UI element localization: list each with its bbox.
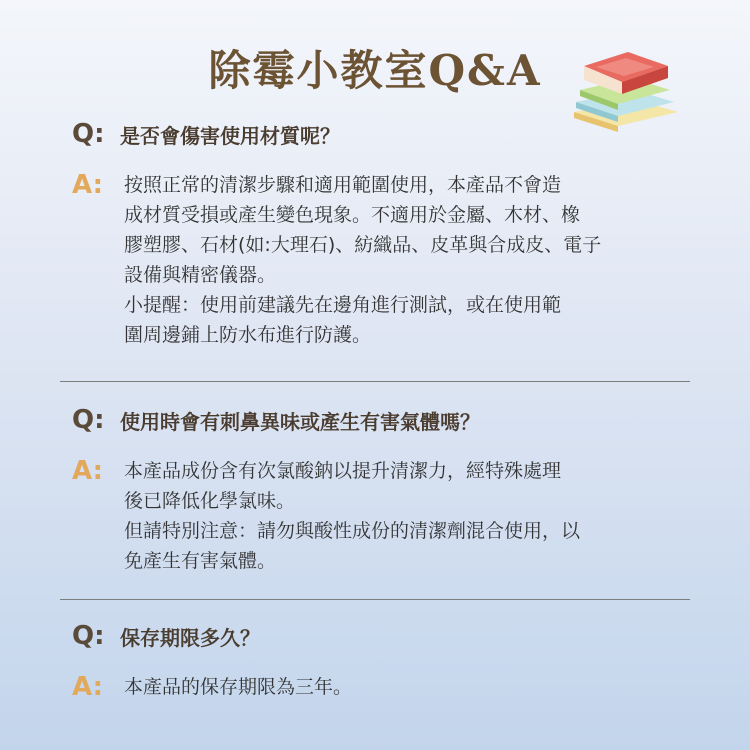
question-row (72, 116, 692, 152)
answer-mark-icon: A: (72, 170, 104, 200)
answer-line: 本產品的保存期限為三年。 (124, 676, 353, 698)
answer-row (72, 672, 692, 702)
answer-mark-icon: A: (72, 672, 104, 702)
question-text: 使用時會有刺鼻異味或產生有害氣體嗎？ (120, 409, 480, 434)
answer-row (72, 456, 692, 576)
answer-line: 後已降低化學氯味。 (124, 490, 296, 512)
answer-text (124, 672, 684, 702)
divider (60, 599, 690, 600)
answer-line: 但請特別注意：請勿與酸性成份的清潔劑混合使用，以 (124, 520, 581, 542)
answer-line: 本產品成份含有次氯酸鈉以提升清潔力，經特殊處理 (124, 460, 562, 482)
answer-line: 小提醒：使用前建議先在邊角進行測試，或在使用範 (124, 294, 562, 316)
answer-line: 免產生有害氣體。 (124, 550, 277, 572)
question-row (72, 618, 692, 654)
page-title: 除霉小教室Q&A (208, 46, 542, 95)
answer-text (124, 456, 684, 576)
divider (60, 381, 690, 382)
question-mark-icon: Q: (72, 119, 105, 149)
answer-line: 圍周邊鋪上防水布進行防護。 (124, 324, 372, 346)
question-mark-icon: Q: (72, 405, 105, 435)
answer-row (72, 170, 692, 350)
qa-block-3 (72, 618, 692, 702)
answer-line: 按照正常的清潔步驟和適用範圍使用，本產品不會造 (124, 174, 562, 196)
question-text: 保存期限多久？ (120, 625, 260, 650)
qa-block-2 (72, 402, 692, 576)
question-text: 是否會傷害使用材質呢？ (120, 123, 340, 148)
question-row (72, 402, 692, 438)
answer-text (124, 170, 684, 350)
answer-mark-icon: A: (72, 456, 104, 486)
answer-line: 成材質受損或產生變色現象。不適用於金屬、木材、橡 (124, 204, 581, 226)
question-mark-icon: Q: (72, 621, 105, 651)
answer-line: 膠塑膠、石材(如:大理石)、紡織品、皮革與合成皮、電子 (124, 234, 602, 256)
answer-line: 設備與精密儀器。 (124, 264, 277, 286)
qa-block-1 (72, 116, 692, 350)
